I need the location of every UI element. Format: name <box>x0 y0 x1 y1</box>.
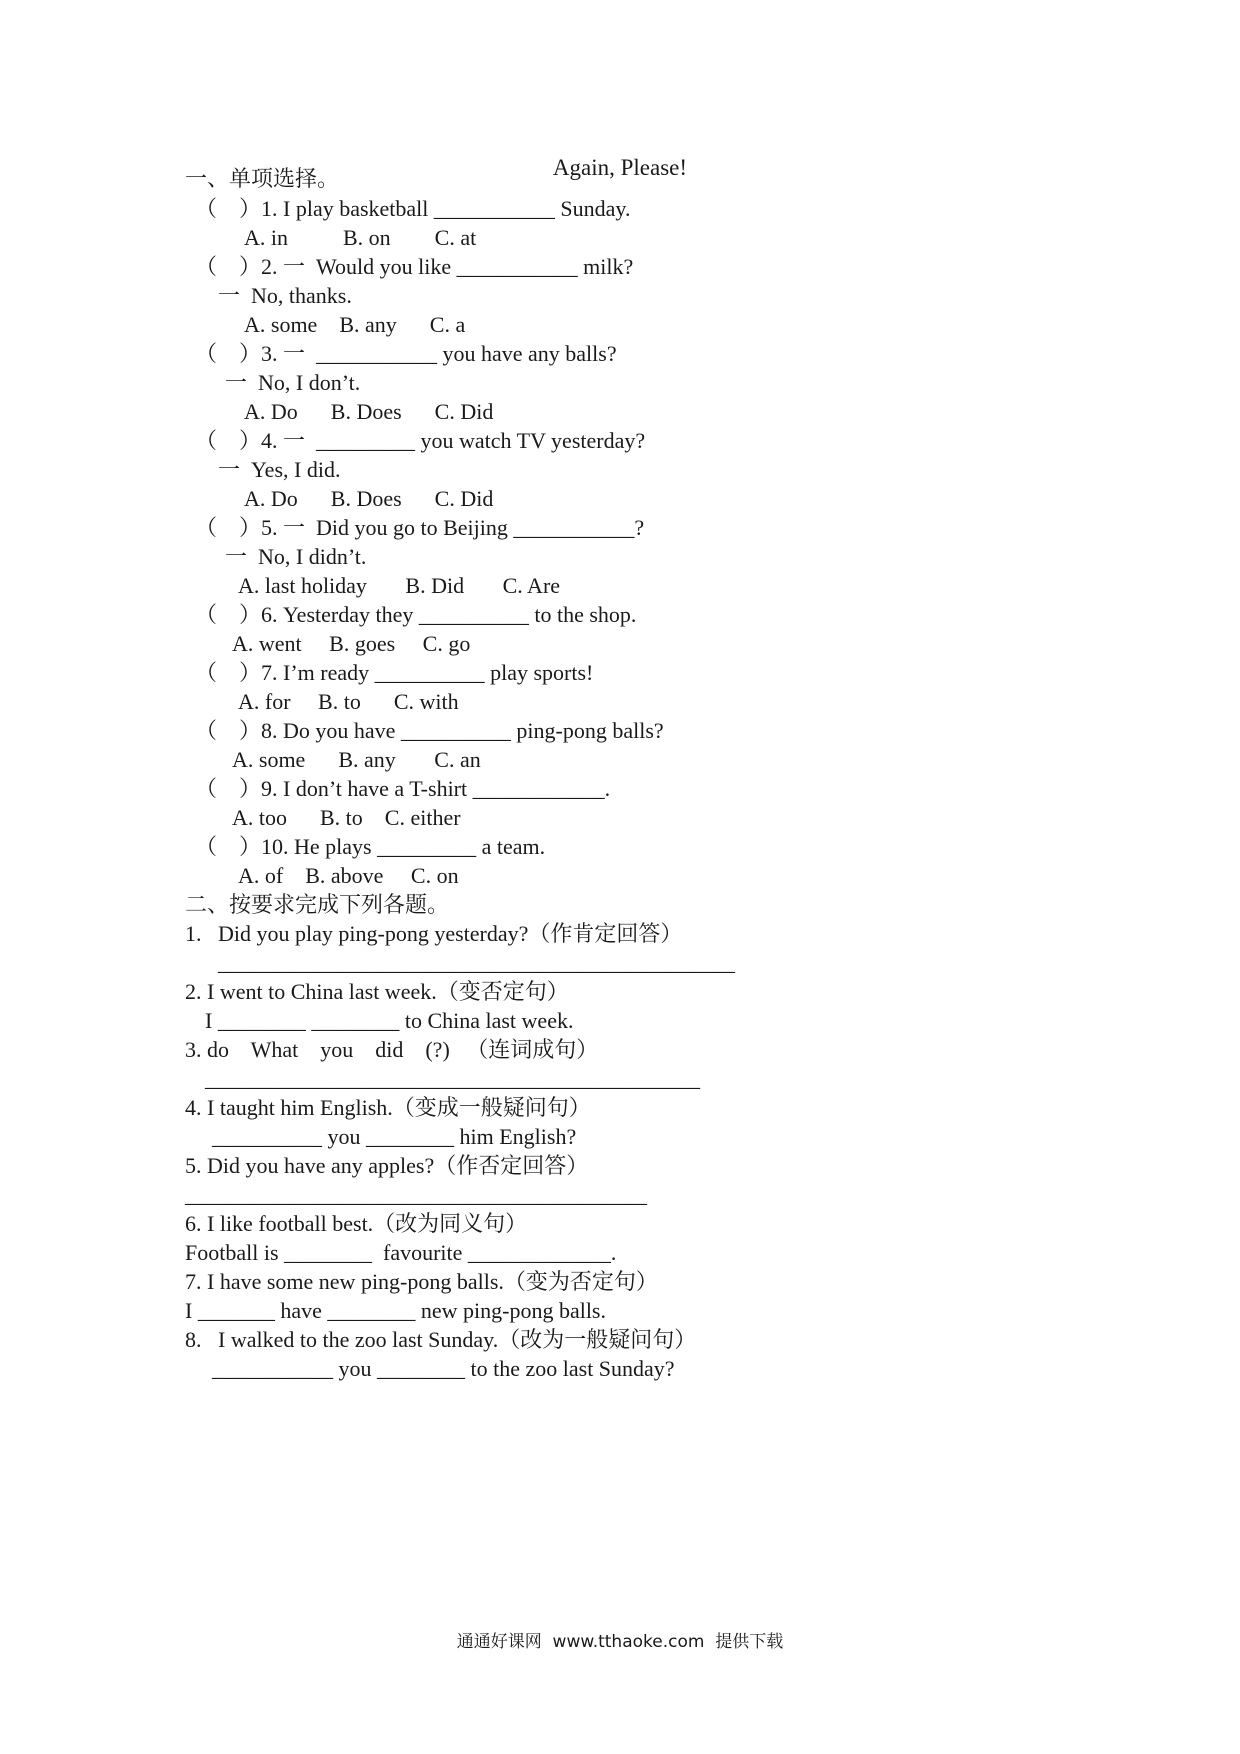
question-4-options: A. Do B. Does C. Did <box>244 486 494 511</box>
section-2-heading: 二、按要求完成下列各题。 <box>185 892 450 917</box>
question-3: （ ）3. 一 ___________ you have any balls? <box>195 341 617 366</box>
task-1-answer-line: _______________________________________________ <box>218 950 735 975</box>
task-1: 1. Did you play ping-pong yesterday?（作肯定回答） <box>185 921 683 946</box>
question-2: （ ）2. 一 Would you like ___________ milk? <box>195 254 634 279</box>
question-6-options: A. went B. goes C. go <box>232 631 471 656</box>
question-5: （ ）5. 一 Did you go to Beijing ___________? <box>195 515 645 540</box>
task-2-answer: I ________ ________ to China last week. <box>205 1008 574 1033</box>
question-8: （ ）8. Do you have __________ ping-pong balls? <box>195 718 664 743</box>
page-title: Again, Please! <box>552 155 688 180</box>
task-7: 7. I have some new ping-pong balls.（变为否定句） <box>185 1269 658 1294</box>
task-8-answer: ___________ you ________ to the zoo last Sunday? <box>212 1356 675 1381</box>
question-4-response: 一 Yes, I did. <box>218 457 341 482</box>
task-7-answer: I _______ have ________ new ping-pong balls. <box>185 1298 606 1323</box>
question-10: （ ）10. He plays _________ a team. <box>195 834 546 859</box>
task-6-answer: Football is ________ favourite _____________. <box>185 1240 617 1265</box>
section-1-heading: 一、单项选择。 <box>185 166 340 191</box>
question-6: （ ）6. Yesterday they __________ to the shop. <box>195 602 637 627</box>
question-3-response: 一 No, I don’t. <box>225 370 361 395</box>
question-2-response: 一 No, thanks. <box>218 283 352 308</box>
task-8: 8. I walked to the zoo last Sunday.（改为一般疑问句） <box>185 1327 697 1352</box>
task-5: 5. Did you have any apples?（作否定回答） <box>185 1153 589 1178</box>
question-8-options: A. some B. any C. an <box>232 747 481 772</box>
task-3: 3. do What you did (?) （连词成句） <box>185 1037 599 1062</box>
question-5-options: A. last holiday B. Did C. Are <box>238 573 561 598</box>
question-3-options: A. Do B. Does C. Did <box>244 399 494 424</box>
question-1-options: A. in B. on C. at <box>244 225 477 250</box>
footer-credit: 通通好课网 www.tthaoke.com 提供下载 <box>456 1632 784 1652</box>
task-5-answer-line: __________________________________________ <box>185 1182 647 1207</box>
question-9-options: A. too B. to C. either <box>232 805 461 830</box>
question-10-options: A. of B. above C. on <box>238 863 459 888</box>
question-1: （ ）1. I play basketball ___________ Sunday. <box>195 196 631 221</box>
question-4: （ ）4. 一 _________ you watch TV yesterday? <box>195 428 646 453</box>
question-9: （ ）9. I don’t have a T-shirt ____________. <box>195 776 611 801</box>
question-2-options: A. some B. any C. a <box>244 312 466 337</box>
question-7-options: A. for B. to C. with <box>238 689 459 714</box>
question-5-response: 一 No, I didn’t. <box>225 544 367 569</box>
question-7: （ ）7. I’m ready __________ play sports! <box>195 660 594 685</box>
task-4: 4. I taught him English.（变成一般疑问句） <box>185 1095 591 1120</box>
task-4-answer: __________ you ________ him English? <box>212 1124 577 1149</box>
task-3-answer-line: _____________________________________________ <box>205 1066 700 1091</box>
task-2: 2. I went to China last week.（变否定句） <box>185 979 569 1004</box>
task-6: 6. I like football best.（改为同义句） <box>185 1211 528 1236</box>
